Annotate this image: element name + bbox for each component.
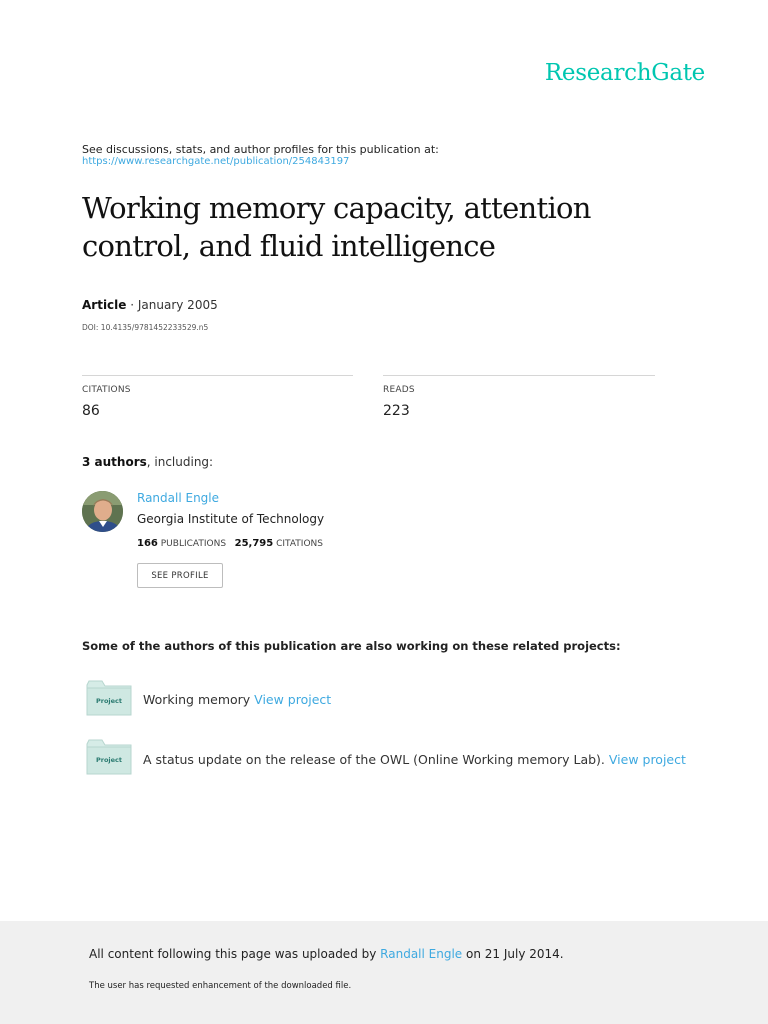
reads-value: 223	[383, 403, 410, 419]
citations-divider	[82, 375, 353, 376]
publication-title	[82, 189, 702, 265]
author-avatar[interactable]	[82, 491, 123, 532]
author-name-link[interactable]: Randall Engle	[137, 491, 220, 505]
publication-date: January 2005	[137, 298, 218, 312]
discussions-notice: See discussions, stats, and author profiles for this publication at:	[82, 143, 439, 156]
authors-heading	[82, 455, 213, 469]
publication-url-link[interactable]: https://www.researchgate.net/publication/254843197	[82, 156, 350, 167]
publication-doi: DOI: 10.4135/9781452233529.n5	[82, 323, 209, 332]
authors-count: 3 authors	[82, 455, 147, 469]
download-note: The user has requested enhancement of the downloaded file.	[89, 981, 352, 991]
see-profile-button[interactable]: SEE PROFILE	[137, 563, 223, 588]
citations-value: 86	[82, 403, 100, 419]
authors-including: , including:	[146, 455, 214, 469]
project-title: A status update on the release of the OWL (Online Working memory Lab).	[143, 752, 605, 767]
footer-panel	[0, 921, 768, 1024]
upload-suffix: on 21 July 2014.	[466, 947, 564, 961]
avatar-photo-icon	[82, 491, 123, 532]
folder-label: Project	[95, 697, 123, 705]
title-line-2: control, and fluid intelligence	[82, 229, 496, 263]
related-projects-heading: Some of the authors of this publication are also working on these related projects:	[82, 639, 621, 653]
author-institution: Georgia Institute of Technology	[137, 512, 325, 526]
view-project-link[interactable]: View project	[608, 752, 686, 767]
project-folder-icon[interactable]	[86, 739, 132, 775]
reads-label: READS	[383, 385, 415, 395]
view-project-link[interactable]: View project	[254, 692, 332, 707]
citations-label: CITATIONS	[82, 385, 131, 395]
meta-separator: ·	[126, 298, 138, 312]
author-stats	[137, 538, 323, 549]
author-citations-count: 25,795	[234, 538, 274, 549]
author-publications-label: PUBLICATIONS	[160, 539, 227, 549]
project-item	[143, 752, 686, 767]
upload-notice	[89, 947, 564, 961]
upload-prefix: All content following this page was uploaded by	[89, 947, 377, 961]
project-title: Working memory	[143, 692, 251, 707]
project-folder-icon[interactable]	[86, 680, 132, 716]
folder-label: Project	[95, 756, 123, 764]
publication-type: Article	[82, 298, 127, 312]
author-publications-count: 166	[137, 538, 158, 549]
project-item	[143, 692, 331, 707]
publication-meta	[82, 298, 218, 312]
researchgate-logo[interactable]: ResearchGate	[544, 60, 705, 86]
title-line-1: Working memory capacity, attention	[82, 191, 591, 225]
reads-divider	[383, 375, 655, 376]
author-citations-label: CITATIONS	[276, 539, 323, 549]
uploader-link[interactable]: Randall Engle	[380, 947, 463, 961]
